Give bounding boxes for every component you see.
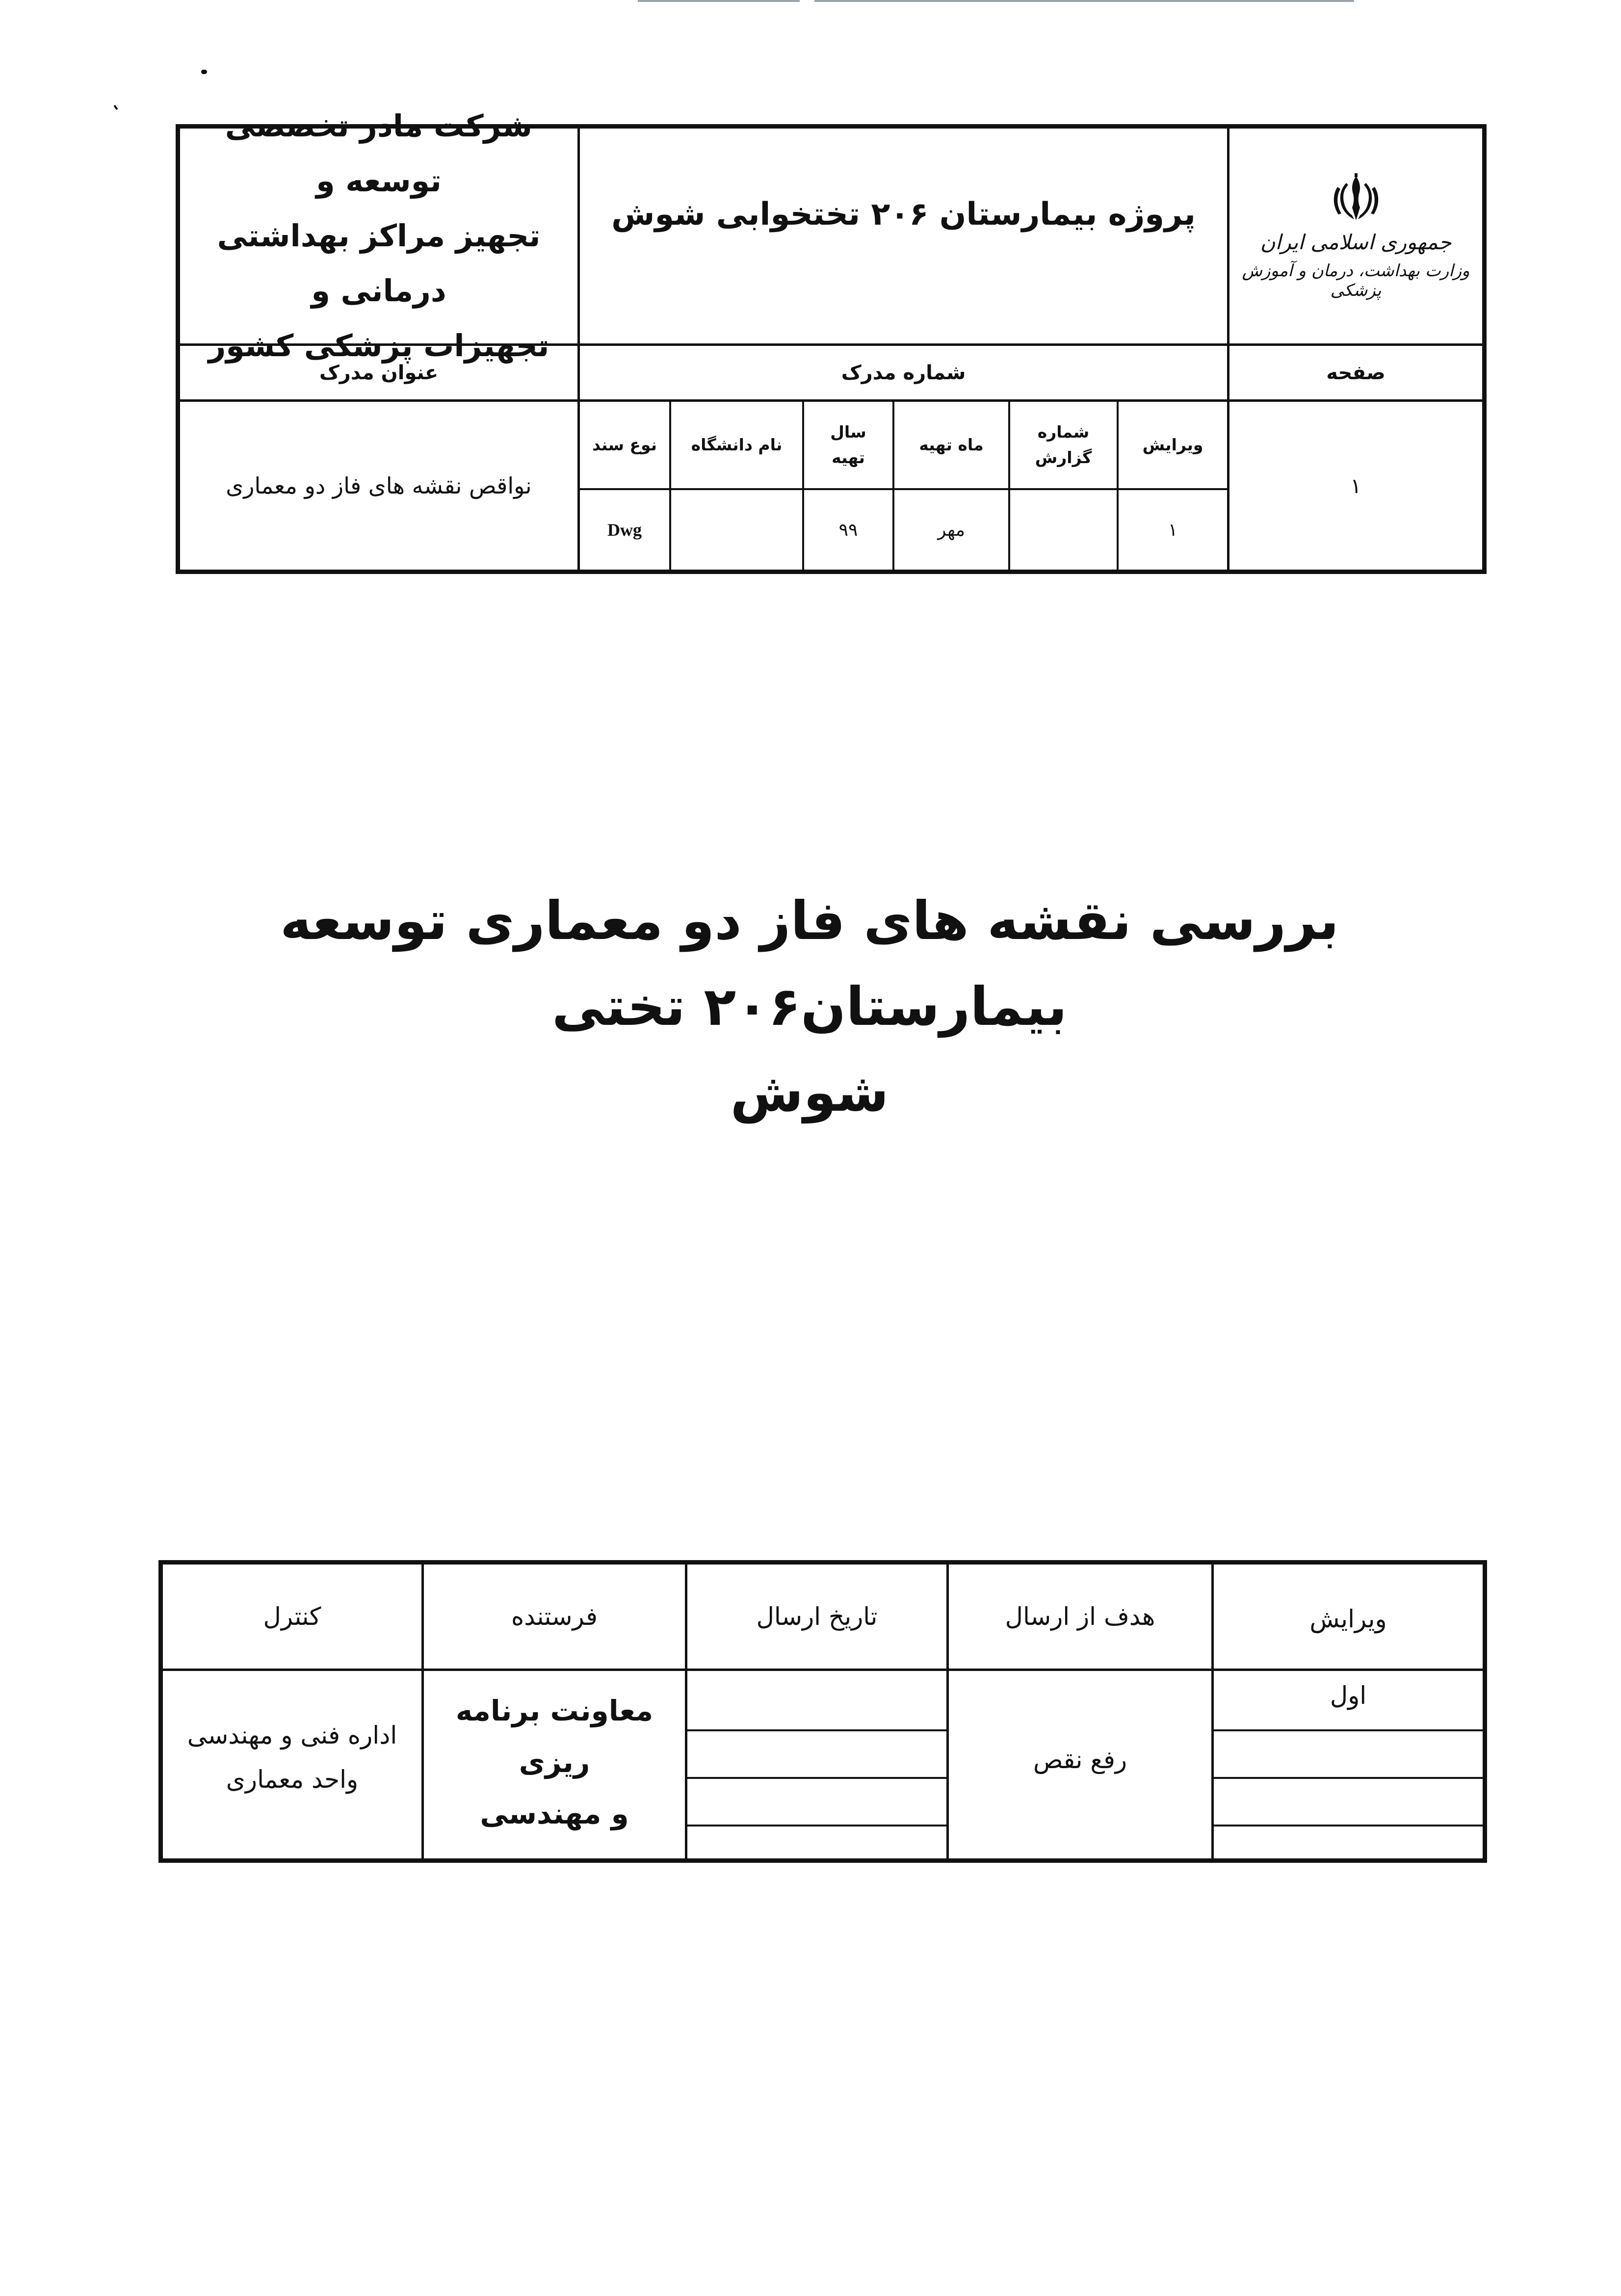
- purpose-value: رفع نقص: [1033, 1746, 1127, 1774]
- iran-emblem-icon: [1327, 172, 1386, 226]
- sender-header: فرستنده: [511, 1602, 598, 1631]
- scan-edge: [638, 0, 800, 2]
- control-header: کنترل: [263, 1602, 321, 1631]
- col-value-revision: ۱: [1168, 520, 1178, 540]
- sender-value: [424, 1671, 685, 1858]
- project-title: پروژه بیمارستان ۲۰۶ تختخوابی شوش: [611, 196, 1196, 233]
- main-title-line: شوش: [730, 1062, 889, 1123]
- scan-speck: [201, 70, 207, 74]
- doc-title-label: عنوان مدرک: [319, 361, 439, 384]
- company-line: تجهیزات پزشکی کشور: [208, 328, 549, 364]
- doc-number-label: شماره مدرک: [841, 361, 966, 384]
- doc-title-value: نواقص نقشه های فاز دو معماری: [226, 472, 532, 499]
- page-label: صفحه: [1326, 361, 1386, 384]
- col-label-revision: ویرایش: [1142, 435, 1203, 454]
- revision-row: [1214, 1731, 1483, 1777]
- main-title-line: بررسی نقشه های فاز دو معماری توسعه بیمارستان۲۰۶ تختی: [280, 890, 1339, 1038]
- scan-speck: [113, 105, 118, 110]
- col-label-university: نام دانشگاه: [691, 435, 783, 454]
- purpose-header: هدف از ارسال: [1005, 1602, 1155, 1631]
- company-line: شرکت مادر تخصصی توسعه و: [225, 108, 533, 199]
- page-value: ۱: [1350, 473, 1361, 498]
- emblem-country: جمهوری اسلامی ایران: [1260, 230, 1452, 254]
- col-value-year: ۹۹: [838, 520, 858, 540]
- project-title-cell: [580, 129, 1227, 236]
- revision-row: [1214, 1826, 1483, 1858]
- col-label-doc-type: نوع سند: [592, 435, 657, 454]
- revision-row: اول: [1330, 1681, 1367, 1710]
- header-table: [176, 108, 1487, 574]
- company-line: تجهیز مراکز بهداشتی درمانی و: [217, 218, 541, 309]
- scan-edge: [814, 0, 1354, 2]
- send-date-row: [687, 1779, 946, 1825]
- company-name: [180, 108, 577, 364]
- revision-row: [1214, 1779, 1483, 1825]
- revision-header: ویرایش: [1309, 1605, 1387, 1633]
- transmittal-table: [158, 1560, 1487, 1863]
- control-value: [163, 1671, 421, 1858]
- col-value-report-number: [1010, 490, 1117, 570]
- main-title: [196, 878, 1423, 1136]
- send-date-row: [687, 1731, 946, 1777]
- control-line: اداره فنی و مهندسی: [187, 1721, 397, 1749]
- sender-line: و مهندسی: [480, 1797, 629, 1830]
- col-value-doc-type: Dwg: [607, 520, 642, 540]
- send-date-row: [687, 1826, 946, 1858]
- col-value-month: مهر: [938, 520, 965, 540]
- send-date-header: تاریخ ارسال: [756, 1602, 878, 1631]
- col-label-year: سال تهیه: [830, 422, 866, 467]
- sender-line: معاونت برنامه ریزی: [455, 1694, 654, 1779]
- control-line: واحد معماری: [226, 1765, 359, 1794]
- col-label-month: ماه تهیه: [919, 435, 984, 454]
- col-label-report-number: شماره گزارش: [1035, 422, 1092, 467]
- col-value-university: [671, 490, 802, 570]
- emblem-cell: [1229, 129, 1482, 343]
- send-date-row: [687, 1671, 946, 1729]
- emblem-ministry: وزارت بهداشت، درمان و آموزش پزشکی: [1242, 261, 1470, 300]
